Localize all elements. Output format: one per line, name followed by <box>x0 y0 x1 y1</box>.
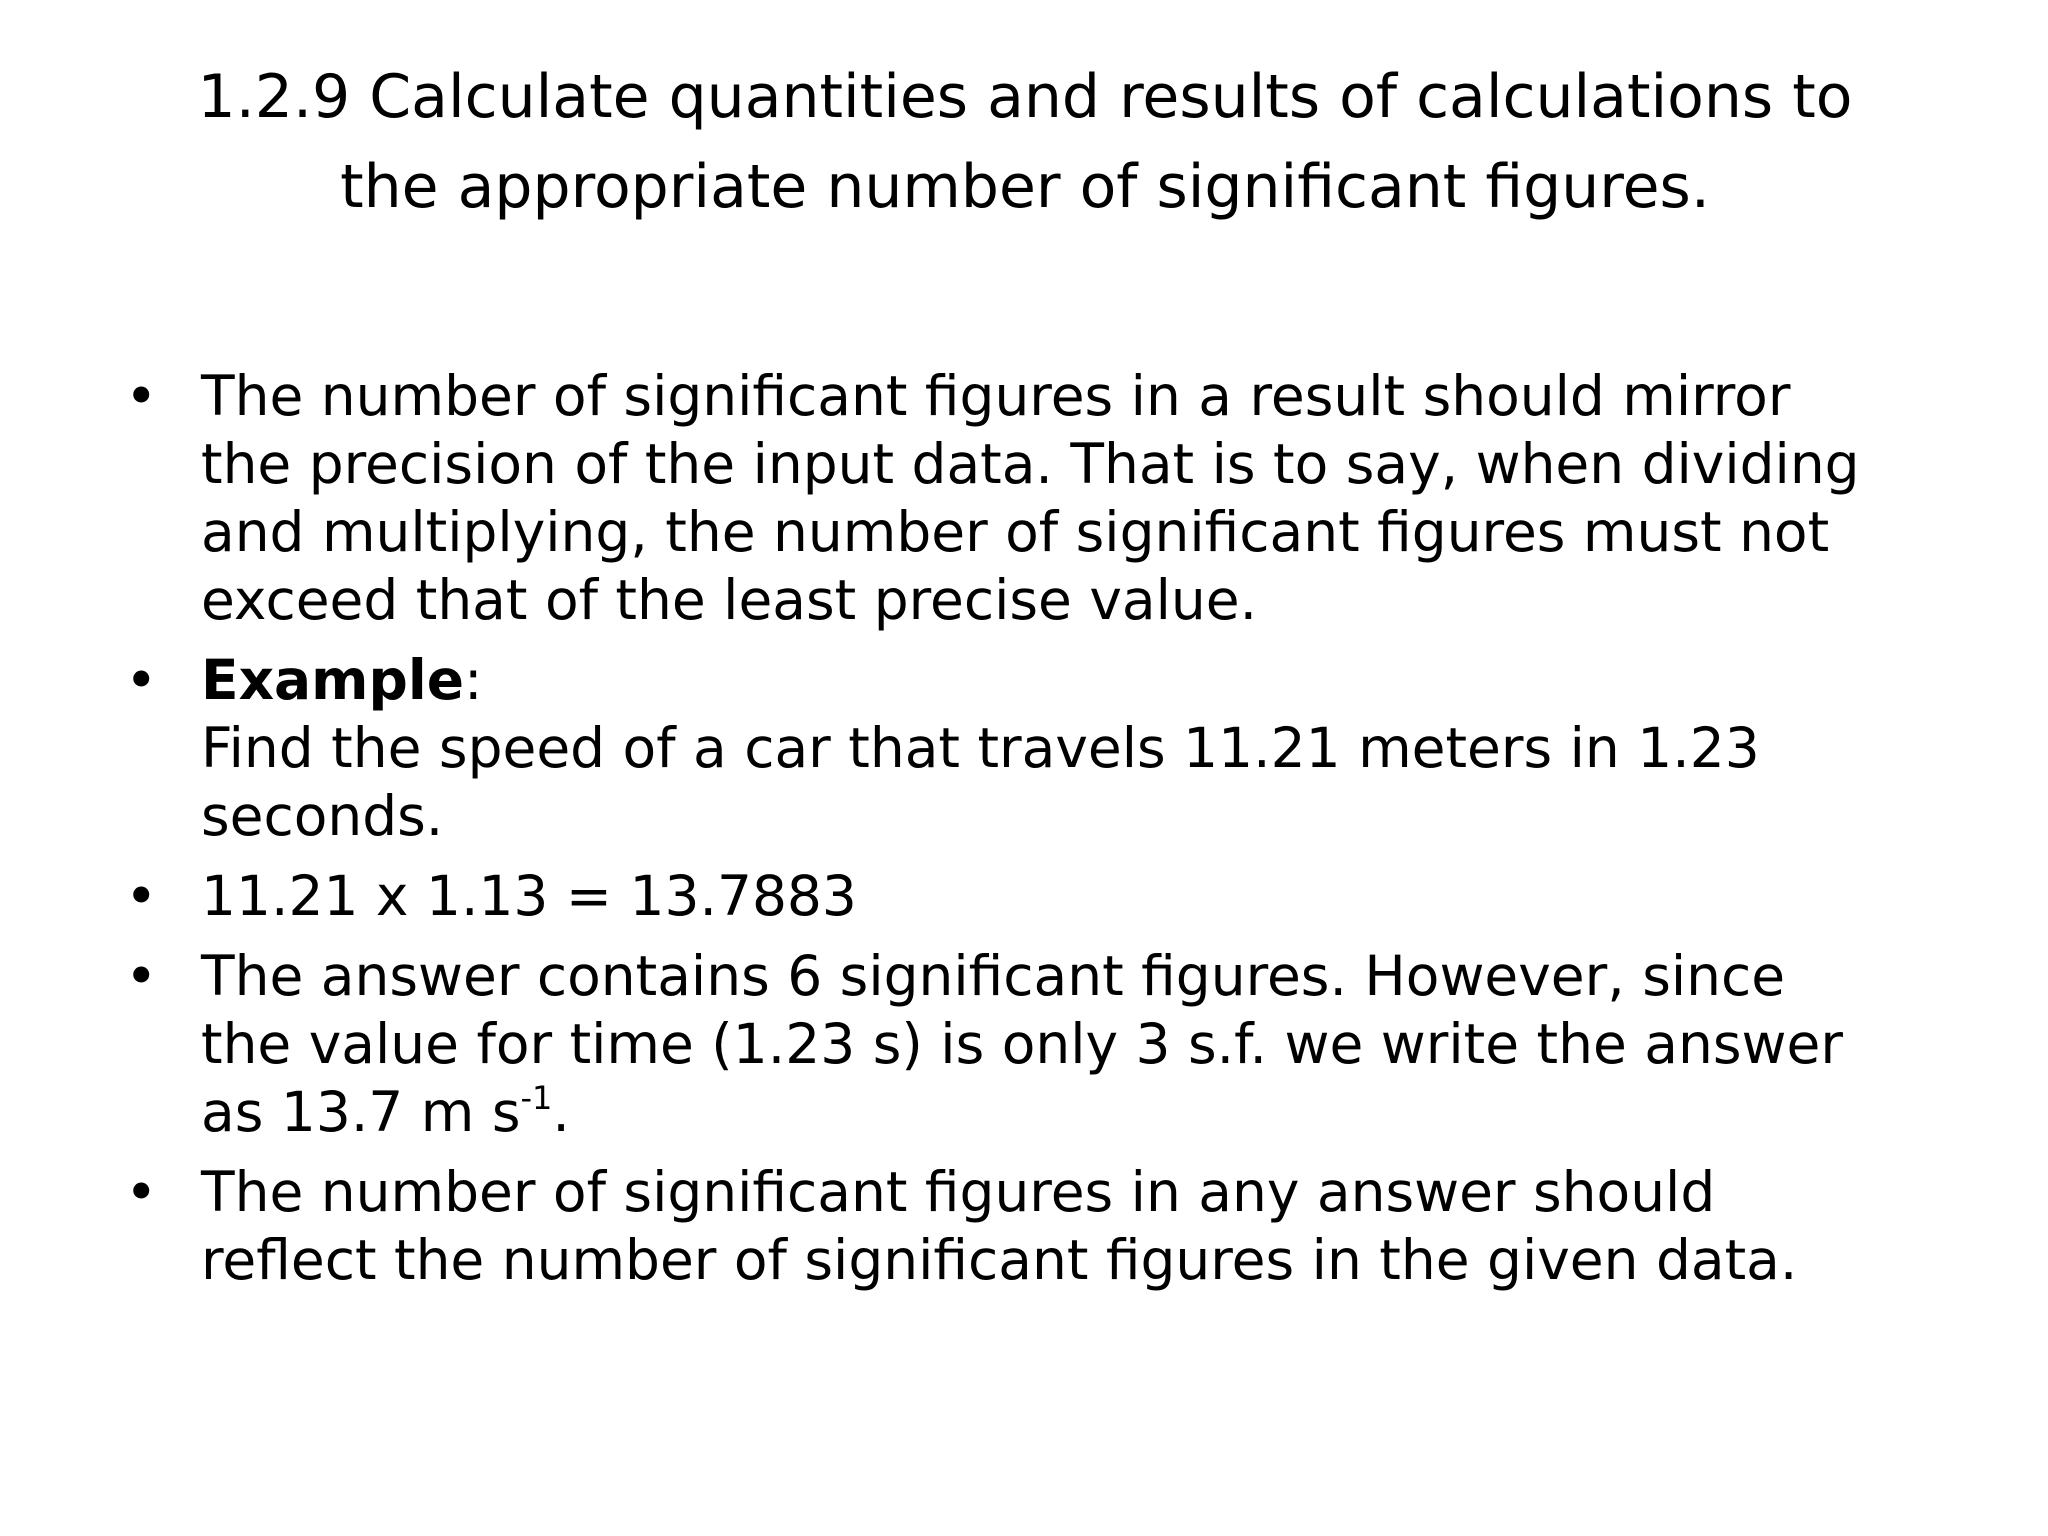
bullet-text-line: seconds. <box>201 784 444 848</box>
slide-title <box>110 52 1940 232</box>
bullet-item-example <box>115 646 1945 850</box>
bullet-list <box>115 362 1945 1306</box>
bullet-marker: • <box>125 864 158 928</box>
bullet-item-summary <box>115 1158 1945 1294</box>
example-heading-line <box>201 646 1945 714</box>
bullet-text-line: and multiplying, the number of significant figures must not <box>201 500 1830 564</box>
bullet-text-line: reflect the number of significant figures in the given data. <box>201 1228 1798 1292</box>
example-heading: Example <box>201 648 464 712</box>
answer-period: . <box>552 1080 570 1144</box>
bullet-marker: • <box>125 648 158 712</box>
bullet-text-line: Find the speed of a car that travels 11.21 meters in 1.23 <box>201 716 1760 780</box>
calculation-line: 11.21 x 1.13 = 13.7883 <box>201 864 857 928</box>
bullet-text-line: the value for time (1.23 s) is only 3 s.f. we write the answer <box>201 1012 1843 1076</box>
bullet-text-line: The answer contains 6 significant figures. However, since <box>201 944 1786 1008</box>
bullet-text-line: exceed that of the least precise value. <box>201 568 1258 632</box>
title-line-2: the appropriate number of significant figures. <box>340 152 1710 222</box>
bullet-text-line: The number of significant figures in any answer should <box>201 1160 1716 1224</box>
unit-exponent: -1 <box>520 1079 553 1117</box>
bullet-marker: • <box>125 364 158 428</box>
answer-value: as 13.7 m s <box>201 1080 521 1144</box>
bullet-text-line: The number of significant figures in a result should mirror <box>201 364 1791 428</box>
bullet-marker: • <box>125 1160 158 1224</box>
bullet-marker: • <box>125 944 158 1008</box>
bullet-item-answer <box>115 942 1945 1146</box>
bullet-item-calculation <box>115 862 1945 930</box>
answer-units-line <box>201 1078 1945 1146</box>
example-colon: : <box>464 648 483 712</box>
bullet-item-precision <box>115 362 1945 634</box>
title-line-1: 1.2.9 Calculate quantities and results of calculations to <box>197 62 1853 132</box>
bullet-text-line: the precision of the input data. That is to say, when dividing <box>201 432 1860 496</box>
